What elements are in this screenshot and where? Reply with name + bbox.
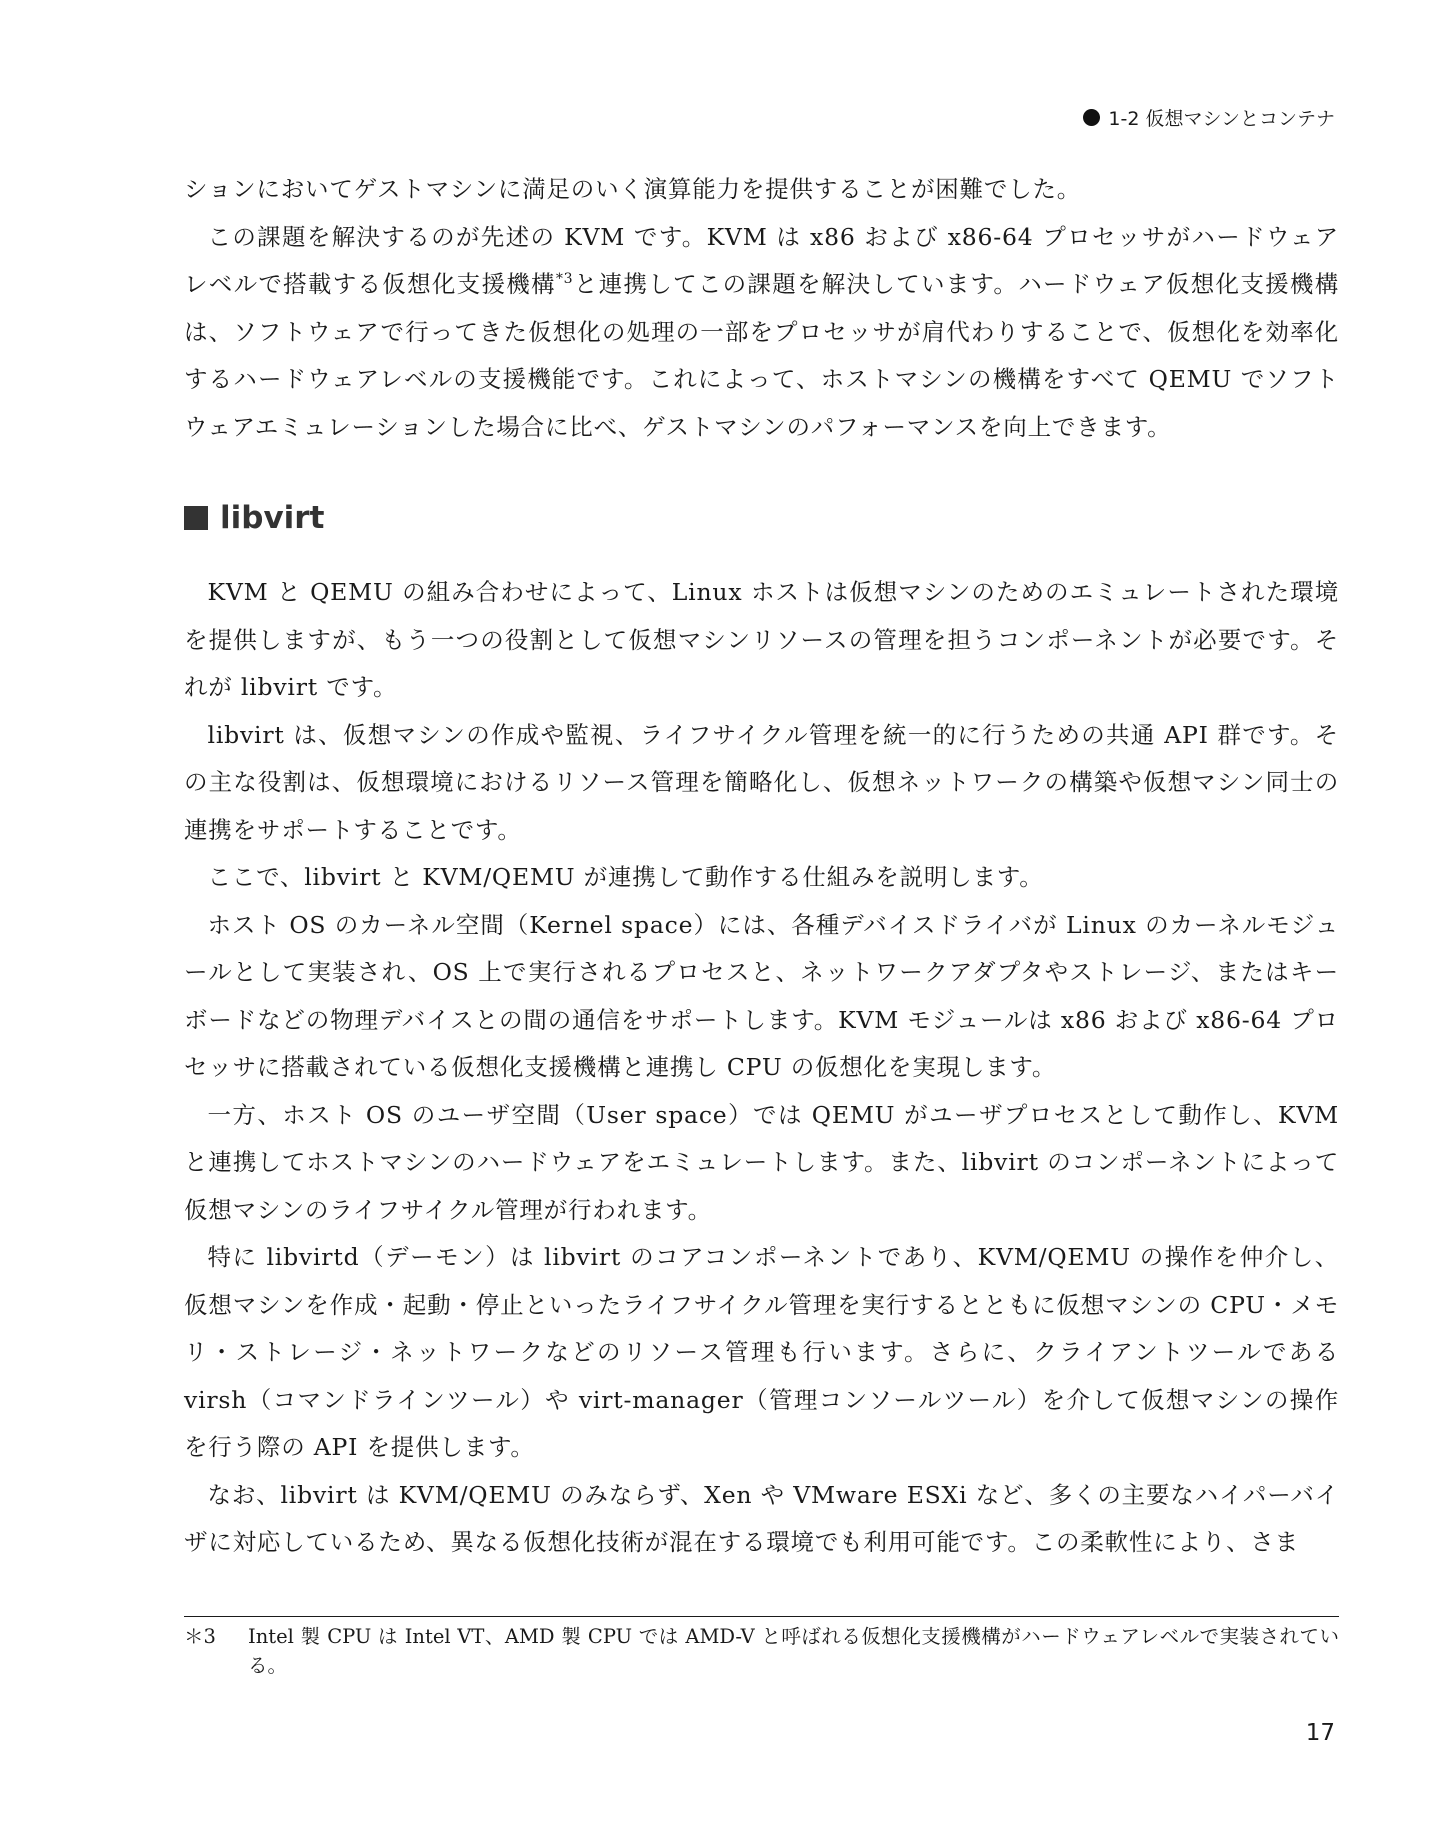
paragraph: ションにおいてゲストマシンに満足のいく演算能力を提供することが困難でした。 bbox=[184, 175, 1082, 203]
page-number: 17 bbox=[1305, 1720, 1335, 1746]
section-heading bbox=[184, 500, 324, 536]
bullet-dot-icon bbox=[1083, 109, 1100, 126]
section-body-continued bbox=[184, 166, 1339, 451]
paragraph-text: と連携してこの課題を解決しています。ハードウェア仮想化支援機構は、ソフトウェアで行ってきた仮想化の処理の一部をプロセッサが肩代わりすることで、仮想化を効率化するハードウェアレベルの支援機能です。これによって、ホストマシンの機構をすべて QEMU でソフトウェアエミュレーションした場合に比べ、ゲストマシンのパフォーマンスを向上できます。 bbox=[184, 270, 1340, 441]
footnote bbox=[184, 1622, 1339, 1680]
footnote-reference: *3 bbox=[555, 271, 574, 288]
running-head bbox=[1083, 104, 1335, 131]
paragraph: 特に libvirtd（デーモン）は libvirt のコアコンポーネントであり、KVM/QEMU の操作を仲介し、仮想マシンを作成・起動・停止といったライフサイクル管理を実行するとともに仮想マシンの CPU・メモリ・ストレージ・ネットワークなどのリソース管理も行います。さらに、クライアントツールである virsh（コマンドラインツール）や virt-manager（管理コンソールツール）を介して仮想マシンの操作を行う際の API を提供します。 bbox=[184, 1243, 1339, 1461]
footnote-divider bbox=[184, 1616, 1339, 1617]
footnote-text: Intel 製 CPU は Intel VT、AMD 製 CPU では AMD-V と呼ばれる仮想化支援機構がハードウェアレベルで実装されている。 bbox=[248, 1625, 1339, 1677]
section-title: libvirt bbox=[220, 500, 325, 536]
paragraph-text: この課題を解決するのが先述の KVM です。KVM は x86 および x86-64 プロセッサがハードウェアレベルで搭載する仮想化支援機構 bbox=[184, 222, 1339, 298]
paragraph: libvirt は、仮想マシンの作成や監視、ライフサイクル管理を統一的に行うための共通 API 群です。その主な役割は、仮想環境におけるリソース管理を簡略化し、仮想ネットワークの構築や仮想マシン同士の連携をサポートすることです。 bbox=[184, 720, 1339, 844]
footnote-mark: ＊3 bbox=[184, 1625, 216, 1648]
paragraph: KVM と QEMU の組み合わせによって、Linux ホストは仮想マシンのためのエミュレートされた環境を提供しますが、もう一つの役割として仮想マシンリソースの管理を担うコンポーネントが必要です。それが libvirt です。 bbox=[184, 578, 1339, 701]
paragraph: ホスト OS のカーネル空間（Kernel space）には、各種デバイスドライバが Linux のカーネルモジュールとして実装され、OS 上で実行されるプロセスと、ネットワークアダプタやストレージ、またはキーボードなどの物理デバイスとの間の通信をサポートします。KVM モジュールは x86 および x86-64 プロセッサに搭載されている仮想化支援機構と連携し CPU の仮想化を実現します。 bbox=[184, 910, 1339, 1081]
paragraph-with-footnote bbox=[184, 214, 1339, 452]
paragraph: ここで、libvirt と KVM/QEMU が連携して動作する仕組みを説明します。 bbox=[207, 863, 1044, 891]
paragraph: 一方、ホスト OS のユーザ空間（User space）では QEMU がユーザプロセスとして動作し、KVM と連携してホストマシンのハードウェアをエミュレートします。また、libvirt のコンポーネントによって仮想マシンのライフサイクル管理が行われます。 bbox=[184, 1100, 1339, 1224]
square-bullet-icon bbox=[184, 506, 208, 530]
paragraph: なお、libvirt は KVM/QEMU のみならず、Xen や VMware ESXi など、多くの主要なハイパーバイザに対応しているため、異なる仮想化技術が混在する環境でも利用可能です。この柔軟性により、さま bbox=[184, 1480, 1339, 1556]
section-body bbox=[184, 569, 1339, 1567]
running-head-title: 1-2 仮想マシンとコンテナ bbox=[1108, 108, 1335, 130]
